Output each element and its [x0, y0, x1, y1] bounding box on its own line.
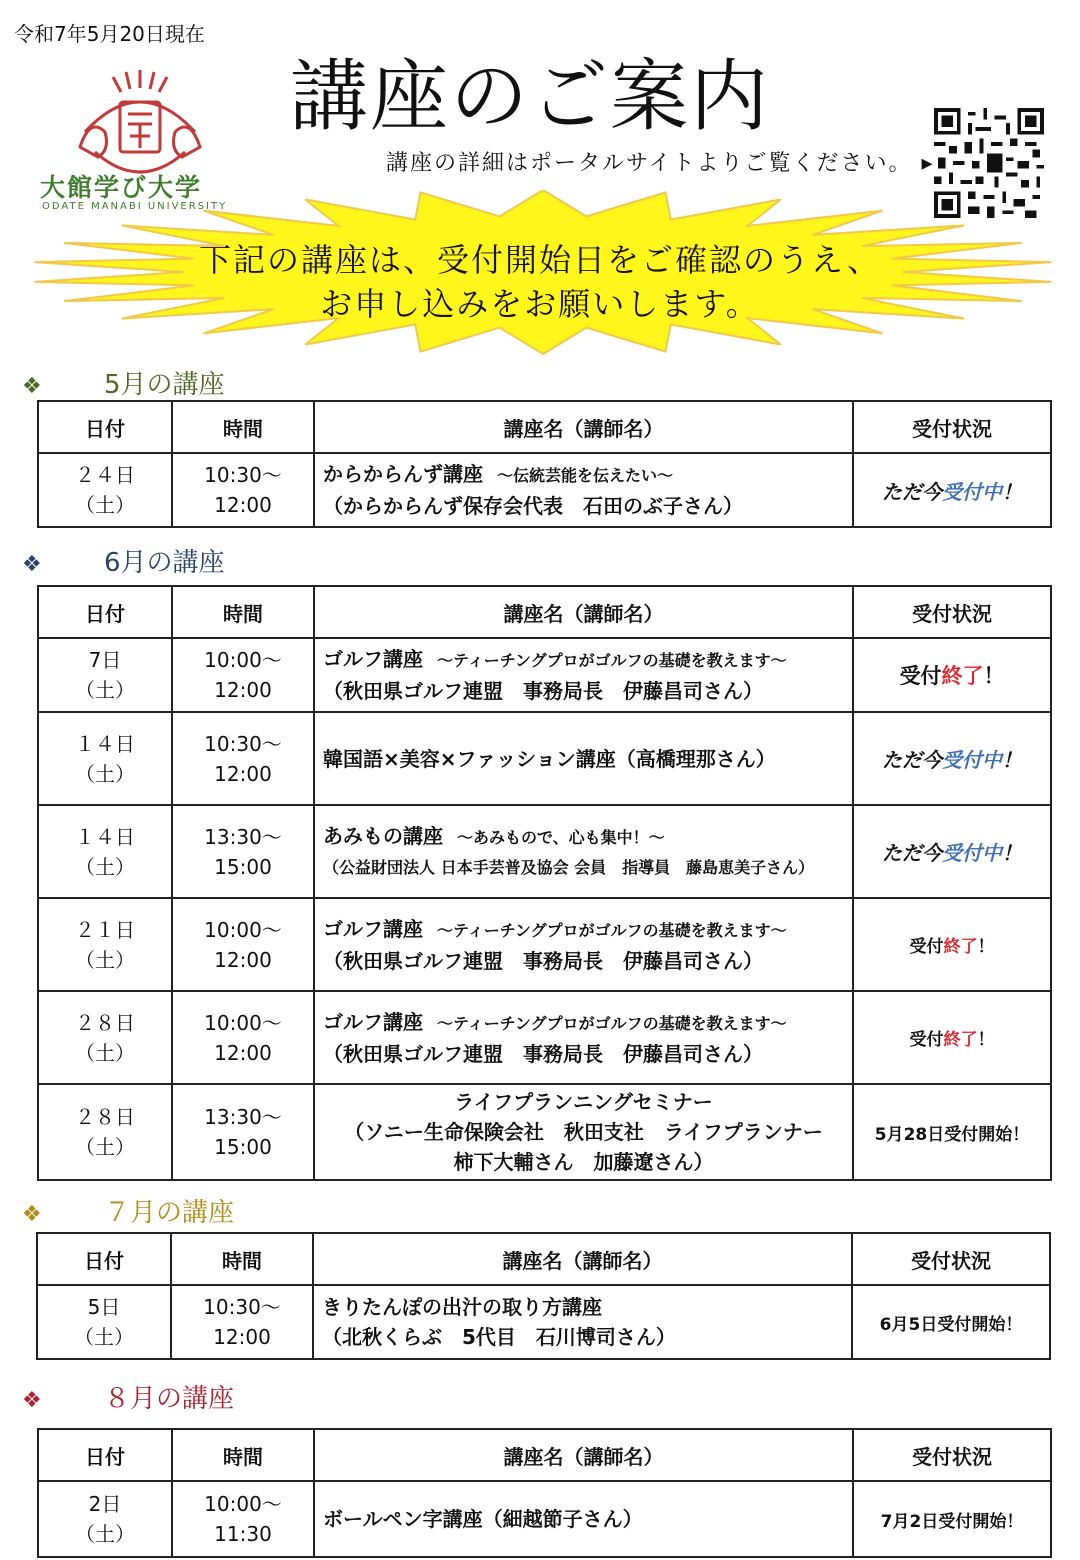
time-end: 12:00: [214, 1040, 272, 1065]
status-suffix: ！: [977, 1030, 995, 1050]
table-row: [38, 638, 1051, 712]
course-cell: [314, 453, 853, 527]
status-suffix: ！: [977, 937, 995, 957]
table-row: [38, 805, 1051, 898]
time-cell: [172, 712, 314, 805]
status-suffix: ！: [1002, 479, 1022, 504]
date-day: 5日: [87, 1295, 121, 1319]
status-cell: [853, 1481, 1051, 1557]
time-start: 13:30～: [204, 824, 282, 849]
schedule-table: [37, 585, 1052, 1181]
course-subtitle: ～あみもので、心も集中！～: [457, 827, 665, 847]
header-time: 時間: [171, 1233, 313, 1285]
date-cell: [38, 1084, 172, 1180]
diamond-bullet-icon: ❖: [22, 552, 42, 577]
header-time: 時間: [172, 586, 314, 638]
date-weekday: （土）: [74, 1325, 134, 1349]
header-date: 日付: [37, 1233, 171, 1285]
table-header-row: [38, 401, 1051, 453]
header-date: 日付: [38, 586, 172, 638]
diamond-bullet-icon: ❖: [22, 374, 42, 399]
diamond-bullet-icon: ❖: [22, 1202, 42, 1227]
date-cell: [38, 805, 172, 898]
section-label: ８月の講座: [104, 1384, 235, 1414]
table-row: [38, 898, 1051, 991]
time-start: 10:30～: [204, 463, 282, 487]
date-weekday: （土）: [75, 761, 135, 786]
status-prefix: 受付: [899, 664, 942, 688]
time-end: 12:00: [214, 947, 272, 972]
time-start: 10:30～: [204, 731, 282, 756]
course-title: あみもの講座: [323, 823, 443, 848]
time-end: 12:00: [214, 678, 272, 702]
schedule-table: [36, 1232, 1051, 1360]
status-prefix: 受付: [909, 1030, 944, 1050]
status-highlight: 受付中: [942, 479, 1002, 504]
status-prefix: 受付: [909, 937, 944, 957]
status-prefix: ただ今: [882, 841, 942, 865]
table-row: [38, 1084, 1051, 1180]
time-cell: [172, 898, 314, 991]
status-prefix: ただ今: [882, 748, 942, 772]
course-cell: [314, 638, 853, 712]
section-label: 5月の講座: [104, 370, 225, 400]
course-cell: [314, 805, 853, 898]
course-title: 韓国語×美容×ファッション講座（高橋理那さん）: [323, 746, 776, 771]
table-row: [37, 1285, 1050, 1359]
date-cell: [37, 1285, 171, 1359]
header-date: 日付: [38, 401, 172, 453]
course-instructor: （秋田県ゴルフ連盟 事務局長 伊藤昌司さん）: [323, 679, 763, 703]
date-day: １４日: [75, 824, 135, 849]
course-title-line: [322, 1292, 851, 1322]
time-start: 13:30～: [204, 1105, 282, 1129]
course-title: からからんず講座: [323, 462, 483, 486]
page-title: 講座のご案内: [290, 52, 771, 142]
time-cell: [172, 453, 314, 527]
course-title-line: [323, 644, 852, 676]
time-end: 15:00: [214, 854, 272, 879]
course-cell: [313, 1285, 852, 1359]
section-heading: [22, 364, 225, 401]
course-cell: [314, 991, 853, 1084]
time-start: 10:30～: [203, 1295, 281, 1319]
status-cell: [853, 638, 1051, 712]
time-cell: [172, 991, 314, 1084]
table-row: [38, 712, 1051, 805]
notice-line-2: お申し込みをお願いします。: [320, 285, 760, 323]
status-text: 7月2日受付開始！: [880, 1511, 1024, 1532]
course-instructor: （公益財団法人 日本手芸普及協会 会員 指導員 藤島恵美子さん）: [323, 857, 815, 877]
course-title: きりたんぽの出汁の取り方講座: [322, 1295, 602, 1319]
course-subtitle: ～ティーチングプロがゴルフの基礎を教えます～: [437, 651, 787, 670]
notice-line-1: 下記の講座は、受付開始日をご確認のうえ、: [199, 241, 881, 279]
status-highlight: 終了: [943, 1030, 978, 1050]
course-subtitle: ～ティーチングプロがゴルフの基礎を教えます～: [437, 1013, 787, 1033]
university-name-en: ODATE MANABI UNIVERSITY: [42, 201, 228, 212]
time-end: 12:00: [214, 761, 272, 786]
section-heading: [22, 1378, 234, 1415]
date-weekday: （土）: [75, 1522, 135, 1546]
time-cell: [172, 638, 314, 712]
course-instructor-cont: 柿下大輔さん 加藤遼さん）: [453, 1150, 714, 1174]
course-subtitle: ～ティーチングプロがゴルフの基礎を教えます～: [437, 920, 787, 940]
time-end: 12:00: [213, 1325, 271, 1349]
date-cell: [38, 712, 172, 805]
section-heading: [22, 1192, 234, 1229]
time-cell: [172, 805, 314, 898]
status-cell: [853, 712, 1051, 805]
date-cell: [38, 1481, 172, 1557]
section-label: ７月の講座: [104, 1198, 235, 1228]
course-title-line: [315, 1087, 852, 1117]
date-day: 2日: [88, 1492, 122, 1516]
status-cell: [853, 991, 1051, 1084]
header-status: 受付状況: [853, 1429, 1051, 1481]
time-start: 10:00～: [204, 917, 282, 942]
time-cell: [172, 1481, 314, 1557]
header-time: 時間: [172, 1429, 314, 1481]
table-header-row: [38, 586, 1051, 638]
date-weekday: （土）: [75, 854, 135, 879]
course-instructor: （秋田県ゴルフ連盟 事務局長 伊藤昌司さん）: [323, 948, 763, 973]
status-prefix: ただ今: [882, 479, 942, 504]
course-subtitle: ～伝統芸能を伝えたい～: [497, 466, 674, 485]
header-status: 受付状況: [853, 401, 1051, 453]
time-start: 10:00～: [204, 1010, 282, 1035]
date-day: ２８日: [75, 1105, 135, 1129]
status-cell: [853, 1084, 1051, 1180]
date-weekday: （土）: [75, 493, 135, 517]
time-start: 10:00～: [204, 1492, 282, 1516]
time-cell: [171, 1285, 313, 1359]
table-row: [38, 453, 1051, 527]
header-time: 時間: [172, 401, 314, 453]
course-title: ボールペン字講座（細越節子さん）: [323, 1507, 643, 1531]
status-cell: [853, 805, 1051, 898]
header-course: 講座名（講師名）: [314, 1429, 853, 1481]
course-instructor: （からからんず保存会代表 石田のぶ子さん）: [323, 494, 743, 518]
course-instructor: （秋田県ゴルフ連盟 事務局長 伊藤昌司さん）: [323, 1041, 763, 1066]
date-weekday: （土）: [75, 678, 135, 702]
header-course: 講座名（講師名）: [313, 1233, 852, 1285]
status-text: 5月28日受付開始！: [874, 1124, 1030, 1145]
header-status: 受付状況: [852, 1233, 1050, 1285]
course-cell: [314, 898, 853, 991]
date-weekday: （土）: [75, 1040, 135, 1065]
table-header-row: [37, 1233, 1050, 1285]
university-name: 大館学び大学: [40, 173, 203, 202]
table-row: [38, 991, 1051, 1084]
portal-note: 講座の詳細はポータルサイトよりご覧ください。 ▸: [386, 151, 935, 176]
course-title-line: [323, 821, 852, 853]
course-title-line: [323, 459, 852, 491]
date-day: １４日: [75, 731, 135, 756]
status-highlight: 終了: [943, 937, 978, 957]
status-text: 6月5日受付開始！: [879, 1314, 1023, 1335]
status-suffix: ！: [1002, 748, 1022, 772]
course-title: ライフプランニングセミナー: [454, 1090, 713, 1114]
status-highlight: 終了: [941, 664, 984, 688]
status-cell: [852, 1285, 1050, 1359]
status-suffix: ！: [983, 664, 1005, 688]
table-row: [38, 1481, 1051, 1557]
course-title-line: [323, 914, 852, 946]
course-title-line: [323, 1007, 852, 1039]
date-weekday: （土）: [75, 1135, 135, 1159]
status-cell: [853, 453, 1051, 527]
course-title-line: [323, 744, 852, 774]
time-end: 15:00: [214, 1135, 272, 1159]
header-date: 日付: [38, 1429, 172, 1481]
course-instructor: （北秋くらぶ 5代目 石川博司さん）: [322, 1325, 676, 1349]
date-day: 7日: [88, 648, 122, 672]
course-instructor: （ソニー生命保険会社 秋田支社 ライフプランナー: [344, 1120, 823, 1144]
course-cell: [314, 1084, 853, 1180]
date-day: ２８日: [75, 1010, 135, 1035]
course-title: ゴルフ講座: [323, 647, 423, 671]
header-status: 受付状況: [853, 586, 1051, 638]
status-suffix: ！: [1002, 841, 1022, 865]
header-course: 講座名（講師名）: [314, 401, 853, 453]
section-label: 6月の講座: [104, 548, 225, 578]
header-course: 講座名（講師名）: [314, 586, 853, 638]
course-title: ゴルフ講座: [323, 916, 423, 941]
status-highlight: 受付中: [942, 748, 1002, 772]
course-title-line: [323, 1504, 852, 1534]
time-end: 11:30: [214, 1522, 272, 1546]
course-cell: [314, 1481, 853, 1557]
date-cell: [38, 991, 172, 1084]
time-cell: [172, 1084, 314, 1180]
status-cell: [853, 898, 1051, 991]
date-weekday: （土）: [75, 947, 135, 972]
course-cell: [314, 712, 853, 805]
date-cell: [38, 638, 172, 712]
date-day: ２４日: [75, 463, 135, 487]
date-cell: [38, 898, 172, 991]
course-title: ゴルフ講座: [323, 1009, 423, 1034]
as-of-date: 令和7年5月20日現在: [14, 22, 205, 46]
date-cell: [38, 453, 172, 527]
notice-text: [60, 238, 1020, 326]
status-highlight: 受付中: [942, 841, 1002, 865]
diamond-bullet-icon: ❖: [22, 1388, 42, 1413]
time-start: 10:00～: [204, 648, 282, 672]
time-end: 12:00: [214, 493, 272, 517]
schedule-table: [37, 1428, 1052, 1558]
schedule-table: [37, 400, 1052, 528]
table-header-row: [38, 1429, 1051, 1481]
date-day: ２１日: [75, 917, 135, 942]
section-heading: [22, 542, 225, 579]
